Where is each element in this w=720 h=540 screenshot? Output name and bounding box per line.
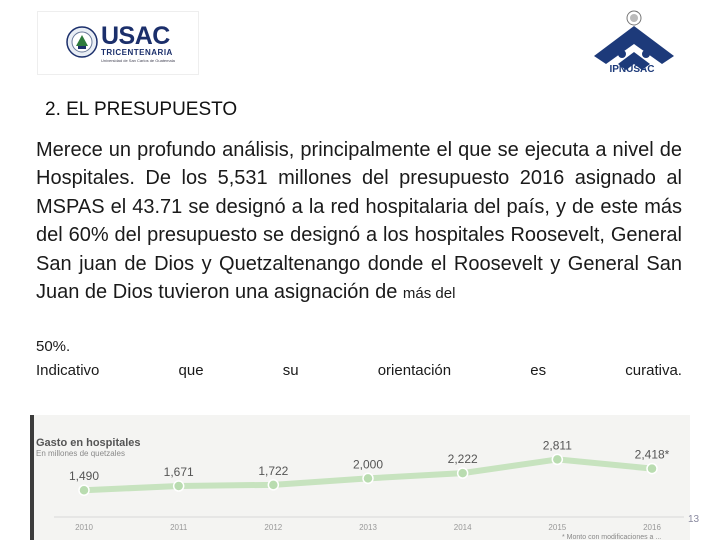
data-label: 2,000 <box>352 457 384 472</box>
data-point <box>647 464 657 474</box>
indicative-word: su <box>282 362 299 379</box>
percent-line: 50%. <box>36 338 71 355</box>
section-heading: 2. EL PRESUPUESTO <box>45 99 238 120</box>
usac-emblem-icon <box>66 26 98 58</box>
x-tick-label: 2016 <box>643 523 661 532</box>
x-tick-label: 2013 <box>359 523 377 532</box>
x-tick-label: 2014 <box>453 523 472 532</box>
indicative-word: curativa. <box>625 362 682 379</box>
data-point <box>79 485 89 495</box>
data-point <box>552 454 562 464</box>
body-main-text: Merece un profundo análisis, principalmente el que se ejecuta a nivel de Hospitales. De los 5,531 millones del presupuesto 2016 asignado al MSPAS el 43.71 se designó a la red hospitalaria del país, y de este más del 60% del presupuesto se designó a los hospitales Roosevelt, General San juan de Dios y Quetzaltenango donde el Roosevelt y General San Juan de Dios tuvieron una asignación de <box>36 139 682 304</box>
data-point <box>268 480 278 490</box>
x-tick-label: 2012 <box>264 523 283 532</box>
data-point <box>363 473 373 483</box>
data-point <box>174 481 184 491</box>
chart-footnote: * Monto con modificaciones a ... <box>562 534 662 540</box>
data-label: 1,490 <box>68 469 100 484</box>
x-tick-label: 2015 <box>548 523 567 532</box>
chart-subtitle: En millones de quetzales <box>36 449 125 458</box>
ipnusac-label: IPNUSAC <box>609 64 655 75</box>
data-label: 2,418* <box>634 447 670 462</box>
indicative-word: orientación <box>377 362 452 379</box>
x-tick-label: 2010 <box>75 523 93 532</box>
x-tick-label: 2011 <box>170 523 188 532</box>
data-label: 1,671 <box>163 465 194 480</box>
usac-tagline: Universidad de San Carlos de Guatemala <box>101 58 175 63</box>
data-label: 1,722 <box>258 463 289 478</box>
body-paragraph <box>36 136 682 308</box>
data-label: 2,222 <box>447 452 478 467</box>
indicative-word: que <box>178 362 204 379</box>
chart-svg <box>34 415 690 540</box>
indicative-word: Indicativo <box>36 362 100 379</box>
data-label: 2,811 <box>542 438 572 453</box>
page-number: 13 <box>688 514 700 525</box>
chart-title: Gasto en hospitales <box>36 437 141 449</box>
usac-tricentenaria: TRICENTENARIA <box>101 48 173 57</box>
indicative-line <box>36 362 682 379</box>
hospital-spending-chart <box>34 415 690 540</box>
usac-wordmark: USAC <box>101 22 170 50</box>
indicative-word: es <box>530 362 547 379</box>
body-tail-text: más del <box>402 285 456 303</box>
data-point <box>458 468 468 478</box>
